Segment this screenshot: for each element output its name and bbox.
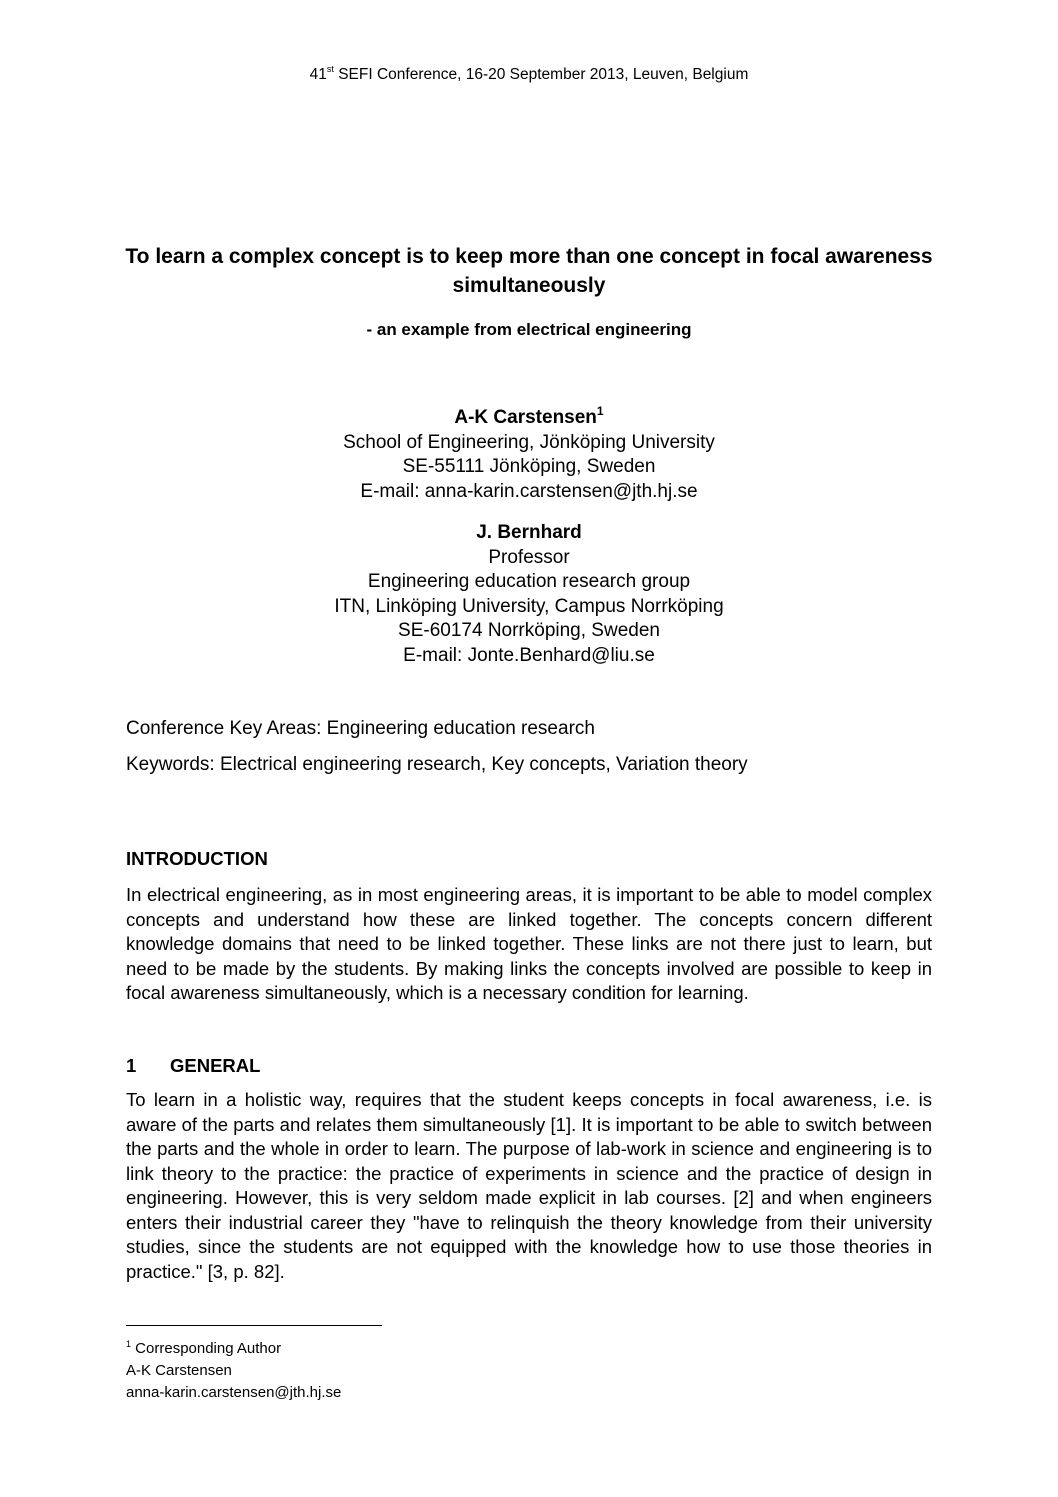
- footnote: [126, 1333, 341, 1404]
- footnote-line: Corresponding Author: [131, 1340, 282, 1357]
- header-ordinal: st: [326, 64, 334, 74]
- header-text: SEFI Conference, 16-20 September 2013, Leuven, Belgium: [333, 66, 749, 83]
- author-affiliation: School of Engineering, Jönköping University: [343, 431, 715, 453]
- paper-subtitle: - an example from electrical engineering: [366, 320, 692, 339]
- section-heading-introduction: INTRODUCTION: [126, 848, 268, 869]
- footnote-mark: 1: [596, 404, 604, 418]
- author-address: SE-55111 Jönköping, Sweden: [402, 456, 656, 477]
- author-role: Professor: [488, 546, 570, 568]
- keywords: Keywords: Electrical engineering research, Key concepts, Variation theory: [126, 754, 748, 775]
- author-address: SE-60174 Norrköping, Sweden: [398, 620, 660, 641]
- author-group: Engineering education research group: [367, 571, 691, 592]
- paper-title: To learn a complex concept is to keep more than one concept in focal awareness simultaneously: [125, 245, 933, 297]
- author-name: J. Bernhard: [476, 522, 582, 543]
- footnote-line: A-K Carstensen: [126, 1362, 232, 1379]
- header-number: 41: [309, 66, 327, 83]
- author-affiliation: ITN, Linköping University, Campus Norrköping: [334, 595, 724, 617]
- author-block-1: [0, 399, 1058, 504]
- footnote-mark: 1: [126, 1339, 132, 1349]
- footnote-divider: [126, 1325, 382, 1326]
- section-heading-general: [126, 1055, 260, 1077]
- author-name: A-K Carstensen: [454, 407, 597, 428]
- section-title: GENERAL: [170, 1055, 261, 1076]
- conference-key-areas: Conference Key Areas: Engineering education research: [126, 718, 595, 739]
- footnote-line: anna-karin.carstensen@jth.hj.se: [126, 1384, 342, 1401]
- author-block-2: [0, 521, 1058, 668]
- introduction-paragraph: In electrical engineering, as in most engineering areas, it is important to be able to model complex concepts and understand how these are linked together. The concepts concern different knowledge domains that need to be linked together. These links are not there just to learn, but need to be made by the students. By making links the concepts involved are possible to keep in focal awareness simultaneously, which is a necessary condition for learning.: [126, 884, 932, 1003]
- author-email: E-mail: anna-karin.carstensen@jth.hj.se: [360, 480, 698, 502]
- section-number: 1: [126, 1055, 137, 1076]
- general-paragraph: To learn in a holistic way, requires that the student keeps concepts in focal awareness, i.e. is aware of the parts and relates them simultaneously [1]. It is important to be able to switch between the parts and the whole in order to learn. The purpose of lab-work in science and engineering is to link theory to the practice: the practice of experiments in science and the practice of design in engineering. However, this is very seldom made explicit in lab courses. [2] and when engineers enters their industrial career they "have to relinquish the theory knowledge from their university studies, since the students are not equipped with the knowledge how to use those theories in practice." [3, p. 82].: [126, 1089, 932, 1282]
- author-email: E-mail: Jonte.Benhard@liu.se: [403, 644, 655, 666]
- running-header: [0, 64, 1058, 84]
